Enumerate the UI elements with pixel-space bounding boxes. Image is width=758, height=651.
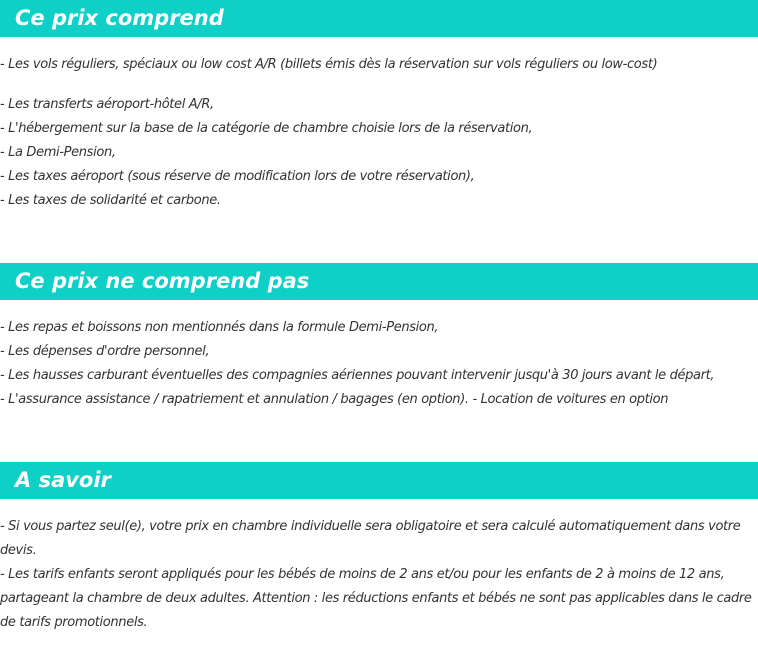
section-body-good-to-know [0, 515, 758, 635]
list-item: - Les taxes de solidarité et carbone. [0, 193, 221, 208]
section-body-not-included [0, 316, 758, 412]
list-item: - Les repas et boissons non mentionnés dans la formule Demi-Pension, [0, 320, 439, 335]
list-item: - Les transferts aéroport-hôtel A/R, [0, 97, 214, 112]
list-item: - Les dépenses d'ordre personnel, [0, 344, 210, 359]
list-item: - L'assurance assistance / rapatriement et annulation / bagages (en option). - Location de voitures en option [0, 392, 669, 407]
section-not-included [0, 263, 758, 412]
section-title-included: Ce prix comprend [0, 0, 758, 37]
section-body-included [0, 53, 758, 213]
section-title-not-included: Ce prix ne comprend pas [0, 263, 758, 300]
list-item: - La Demi-Pension, [0, 145, 116, 160]
list-item: - Les tarifs enfants seront appliqués pour les bébés de moins de 2 ans et/ou pour les enfants de 2 à moins de 12 ans, partageant la chambre de deux adultes. Attention : les réductions enfants et bébés ne sont pas applicables dans le cadre de tarifs promotionnels. [0, 567, 752, 630]
list-item: - Les vols réguliers, spéciaux ou low cost A/R (billets émis dès la réservation sur vols réguliers ou low-cost) [0, 57, 658, 72]
list-item: - Les hausses carburant éventuelles des compagnies aériennes pouvant intervenir jusqu'à 30 jours avant le départ, [0, 368, 715, 383]
list-item: - Les taxes aéroport (sous réserve de modification lors de votre réservation), [0, 169, 475, 184]
list-item: - Si vous partez seul(e), votre prix en chambre individuelle sera obligatoire et sera calculé automatiquement dans votre devis. [0, 519, 741, 558]
list-item: - L'hébergement sur la base de la catégorie de chambre choisie lors de la réservation, [0, 121, 533, 136]
section-included [0, 0, 758, 213]
section-good-to-know [0, 462, 758, 635]
section-title-good-to-know: A savoir [0, 462, 758, 499]
